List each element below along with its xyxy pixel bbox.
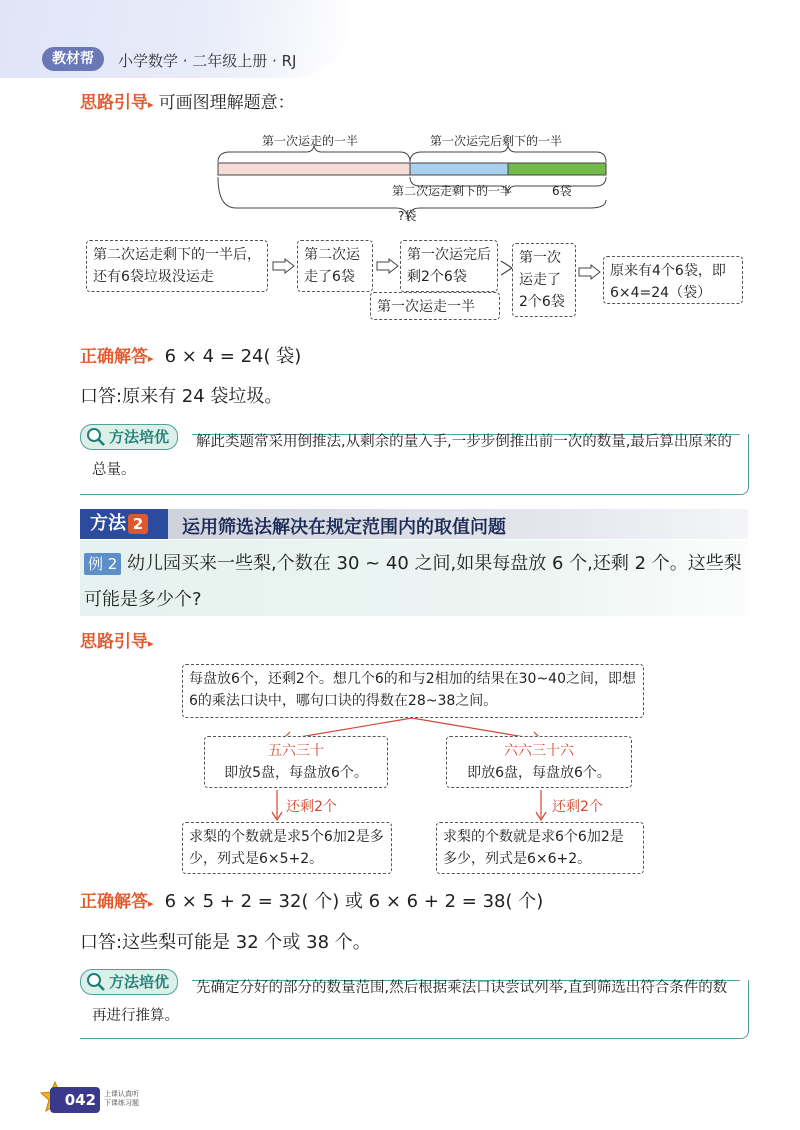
example-tag: 例 2 — [84, 553, 121, 575]
book-title: 小学数学 · 二年级上册 · RJ — [118, 52, 297, 70]
label-six-bags: 6袋 — [552, 184, 572, 198]
method-tag-label: 方法 — [90, 513, 126, 534]
down-arrow-icon — [534, 790, 548, 822]
triangle-icon: ▸ — [148, 637, 154, 650]
triangle-icon: ▸ — [148, 98, 154, 111]
method-number: 2 — [128, 514, 148, 534]
down-arrow-icon — [270, 790, 284, 822]
right-rhyme-box — [446, 736, 632, 788]
left-result-box: 求梨的个数就是求5个6加2是多少，列式是6×5+2。 — [182, 822, 392, 874]
left-rhyme-text: 即放5盘，每盘放6个。 — [224, 765, 368, 781]
label-after-first-half: 第一次运完后剩下的一半 — [430, 134, 563, 148]
bar-segment-first — [218, 163, 410, 175]
tip-badge-label: 方法培优 — [109, 973, 170, 991]
bar-segment-third — [508, 163, 606, 175]
flow-box-3-sub: 第一次运走一半 — [370, 292, 500, 320]
arrow-right-icon — [376, 258, 400, 274]
footer-slogan-2: 下课练习题 — [104, 1099, 139, 1107]
method-tag — [80, 509, 168, 539]
left-rhyme-box — [204, 736, 388, 788]
footer-slogan — [104, 1090, 139, 1108]
tip-text-2: 先确定分好的部分的数量范围,然后根据乘法口诀尝试列举,直到筛选出符合条件的数再进行推算。 — [92, 980, 728, 1024]
arrow-right-icon — [272, 258, 296, 274]
left-rhyme: 五六三十 — [268, 743, 324, 759]
right-remain: 还剩2个 — [552, 799, 603, 815]
answer-label: 正确解答 — [80, 892, 148, 912]
right-result-box: 求梨的个数就是求6个6加2是多少，列式是6×6+2。 — [436, 822, 644, 874]
answer-reply: 口答:原来有 24 袋垃圾。 — [80, 386, 283, 407]
triangle-icon: ▸ — [148, 897, 154, 910]
tip-text-1: 解此类题常采用倒推法,从剩余的量入手,一步步倒推出前一次的数量,最后算出原来的总量。 — [92, 434, 732, 478]
triangle-icon: ▸ — [148, 352, 154, 365]
page-number: 042 — [50, 1087, 100, 1113]
flow-box-1: 第二次运走剩下的一半后，还有6袋垃圾没运走 — [86, 240, 268, 292]
answer-reply: 口答:这些梨可能是 32 个或 38 个。 — [80, 932, 371, 953]
example-2-question-block — [84, 546, 744, 618]
right-rhyme: 六六三十六 — [504, 743, 574, 759]
example-2-question: 幼儿园买来一些梨,个数在 30 ~ 40 之间,如果每盘放 6 个,还剩 2 个。这些梨可能是多少个? — [84, 553, 742, 610]
answer-row-2 — [80, 887, 543, 913]
right-rhyme-text: 即放6盘，每盘放6个。 — [467, 765, 611, 781]
brand-badge: 教材帮 — [42, 47, 104, 71]
hint-label: 思路引导 — [80, 93, 148, 113]
flow-box-3: 第一次运完后剩2个6袋 — [400, 240, 498, 292]
method-title: 运用筛选法解决在规定范围内的取值问题 — [182, 517, 506, 538]
arrow-right-icon — [578, 264, 602, 280]
flow-box-2: 第二次运走了6袋 — [297, 240, 373, 292]
answer-expression: 6 × 5 + 2 = 32( 个) 或 6 × 6 + 2 = 38( 个) — [164, 891, 544, 912]
left-remain: 还剩2个 — [286, 799, 337, 815]
hint-row-1 — [80, 88, 295, 113]
bar-segment-second — [410, 163, 508, 175]
label-question: ?袋 — [398, 209, 417, 223]
hint-label: 思路引导 — [80, 632, 148, 652]
hint-text: 可画图理解题意： — [158, 93, 295, 113]
footer-slogan-1: 上课认真听 — [104, 1090, 139, 1098]
hint-row-2 — [80, 627, 154, 652]
answer-expression: 6 × 4 = 24( 袋) — [164, 346, 302, 367]
flow-box-4: 第一次运走了2个6袋 — [512, 243, 576, 317]
label-first-half: 第一次运走的一半 — [262, 134, 359, 148]
answer-label: 正确解答 — [80, 347, 148, 367]
tip-badge-label: 方法培优 — [109, 428, 170, 446]
label-second-half: 第二次运走剩下的一半 — [392, 184, 513, 198]
answer-row-1 — [80, 342, 301, 368]
flow-box-5: 原来有4个6袋，即6×4=24（袋） — [603, 256, 743, 304]
hint-top-box: 每盘放6个，还剩2个。想几个6的和与2相加的结果在30~40之间，即想6的乘法口诀中，哪句口诀的得数在28~38之间。 — [182, 664, 644, 718]
